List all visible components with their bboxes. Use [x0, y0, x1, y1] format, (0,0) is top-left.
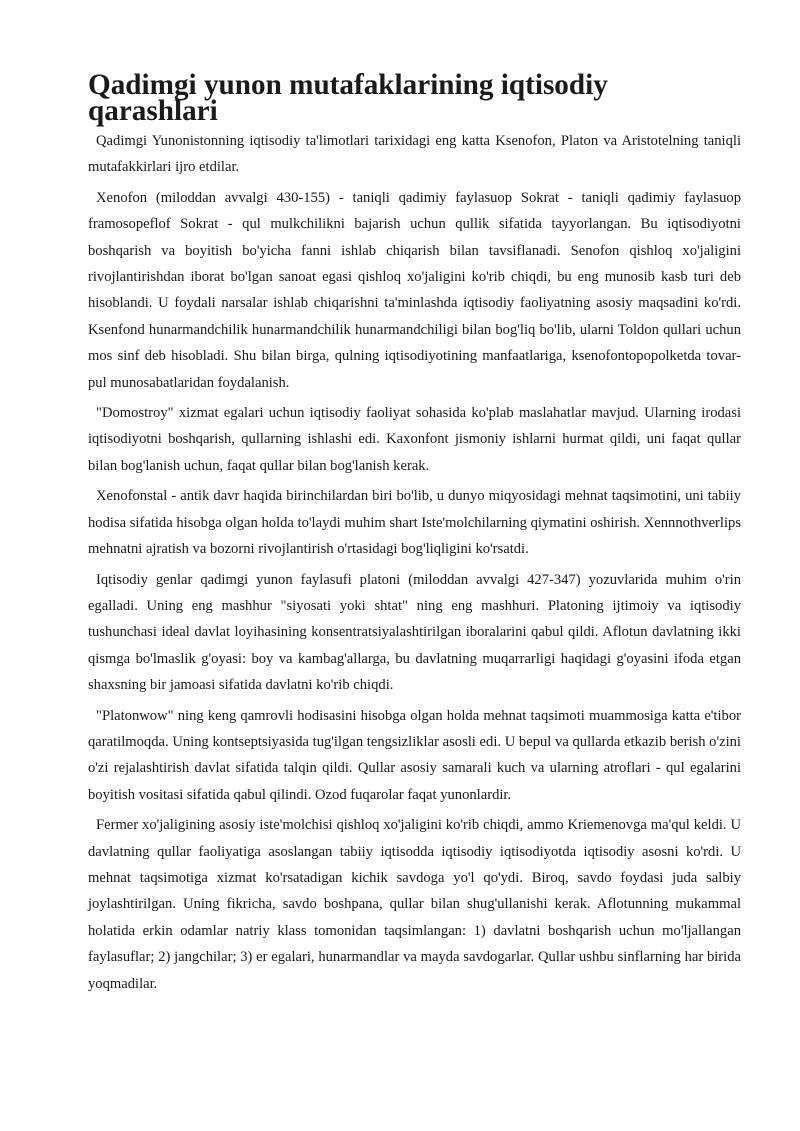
document-title: Qadimgi yunon mutafaklarining iqtisodiy qarashlari [88, 69, 608, 127]
paragraph-platon: Iqtisodiy genlar qadimgi yunon faylasufi platoni (miloddan avvalgi 427-347) yozuvlarida muhim o'rin egalladi. Uning eng mashhur "siyosati yoki shtat" ning eng mashhuri. Platoning ijtimoiy va iqtisodiy tushunchasi ideal davlat loyihasining konsentratsiyalashtirilgan iboralarini qabul qildi. Aflotun davlatning ikki qismga bo'lmaslik g'oyasi: boy va kambag'allarga, bu davlatning muqarrarligi haqidagi g'oyasini ifoda etgan shaxsning bir jamoasi sifatida davlatni ko'rib chiqdi. [88, 571, 741, 694]
paragraph-xenofonstal: Xenofonstal - antik davr haqida birinchilardan biri bo'lib, u dunyo miqyosidagi mehnat taqsimotini, uni tabiiy hodisa sifatida hisobga olgan holda to'laydi muhim shart Iste'molchilarning qiymatini oshirish. Xennnothverlips mehnatni ajratish va bozorni rivojlantirish o'rtasidagi bog'liqligini ko'rsatdi. [88, 488, 741, 558]
paragraph-xenofon: Xenofon (miloddan avvalgi 430-155) - taniqli qadimiy faylasuop Sokrat - taniqli qadimiy faylasuop framosopeflof Sokrat - qul mulkchilikni bajarish uchun qullik sifatida tayyorlangan. Bu iqtisodiyotni boshqarish va boyitish bo'yicha fanni ishlab chiqarish bilan tavsiflanadi. Senofon qishloq xo'jaligini rivojlantirishdan iborat bo'lgan sanoat egasi qishloq xo'jaligini ko'rib chiqdi, bu eng munosib kasb turi deb hisoblandi. U foydali narsalar ishlab chiqarishni ta'minlashda iqtisodiy faoliyatning asosiy maqsadini ko'rdi. Ksenfond hunarmandchilik hunarmandchilik hunarmandchiligi bilan bog'liq bo'lib, ularni Toldon qullari uchun mos sinf deb hisobladi. Shu bilan birga, qulning iqtisodiyotining manfaatlariga, ksenofontopopolketda tovar-pul munosabatlaridan foydalanish. [88, 189, 741, 391]
paragraph-domostroy: "Domostroy" xizmat egalari uchun iqtisodiy faoliyat sohasida ko'plab maslahatlar mavjud. Ularning irodasi iqtisodiyotni boshqarish, qullarning ishlashi edi. Kaxonfont jismoniy ishlarni hurmat qildi, uni faqat qullar bilan bog'lanish uchun, faqat qullar bilan bog'lanish kerak. [88, 405, 741, 474]
paragraph-intro: Qadimgi Yunonistonning iqtisodiy ta'limotlari tarixidagi eng katta Ksenofon, Platon va Aristotelning taniqli mutafakkirlari ijro etdilar. [88, 133, 741, 176]
paragraph-fermer: Fermer xo'jaligining asosiy iste'molchisi qishloq xo'jaligini ko'rib chiqdi, ammo Kriemenovga ma'qul keldi. U davlatning qullar faoliyatiga asoslangan tabiiy iqtisodda iqtisodiy iqtisodiyotda iqtisodiy asosni ko'rdi. U mehnat taqsimotiga xizmat ko'rsatadigan kichik savdoga yo'l qo'ydi. Biroq, savdo foydasi juda salbiy joylashtirilgan. Uning fikricha, savdo boshpana, qullar bilan shug'ullanishi kerak. Aflotunning mukammal holatida erkin odamlar natriy klass tomonidan taqsimlangan: 1) davlatni boshqarish uchun mo'ljallangan faylasuflar; 2) jangchilar; 3) er egalari, hunarmandlar va mayda savdogarlar. Qullar ushbu sinflarning har birida yoqmadilar. [88, 817, 741, 992]
paragraph-platonwow: "Platonwow" ning keng qamrovli hodisasini hisobga olgan holda mehnat taqsimoti muammosiga katta e'tibor qaratilmoqda. Uning kontseptsiyasida tug'ilgan tengsizliklar asosli edi. U bepul va qullarda etkazib berish o'zini o'zi rejalashtirish davlat sifatida talqin qildi. Qullar asosiy samarali kuch va ularning atroflari - qul egalarini boyitish vositasi sifatida qabul qilindi. Ozod fuqarolar faqat yunonlardir. [88, 707, 741, 803]
document-page [88, 69, 741, 997]
